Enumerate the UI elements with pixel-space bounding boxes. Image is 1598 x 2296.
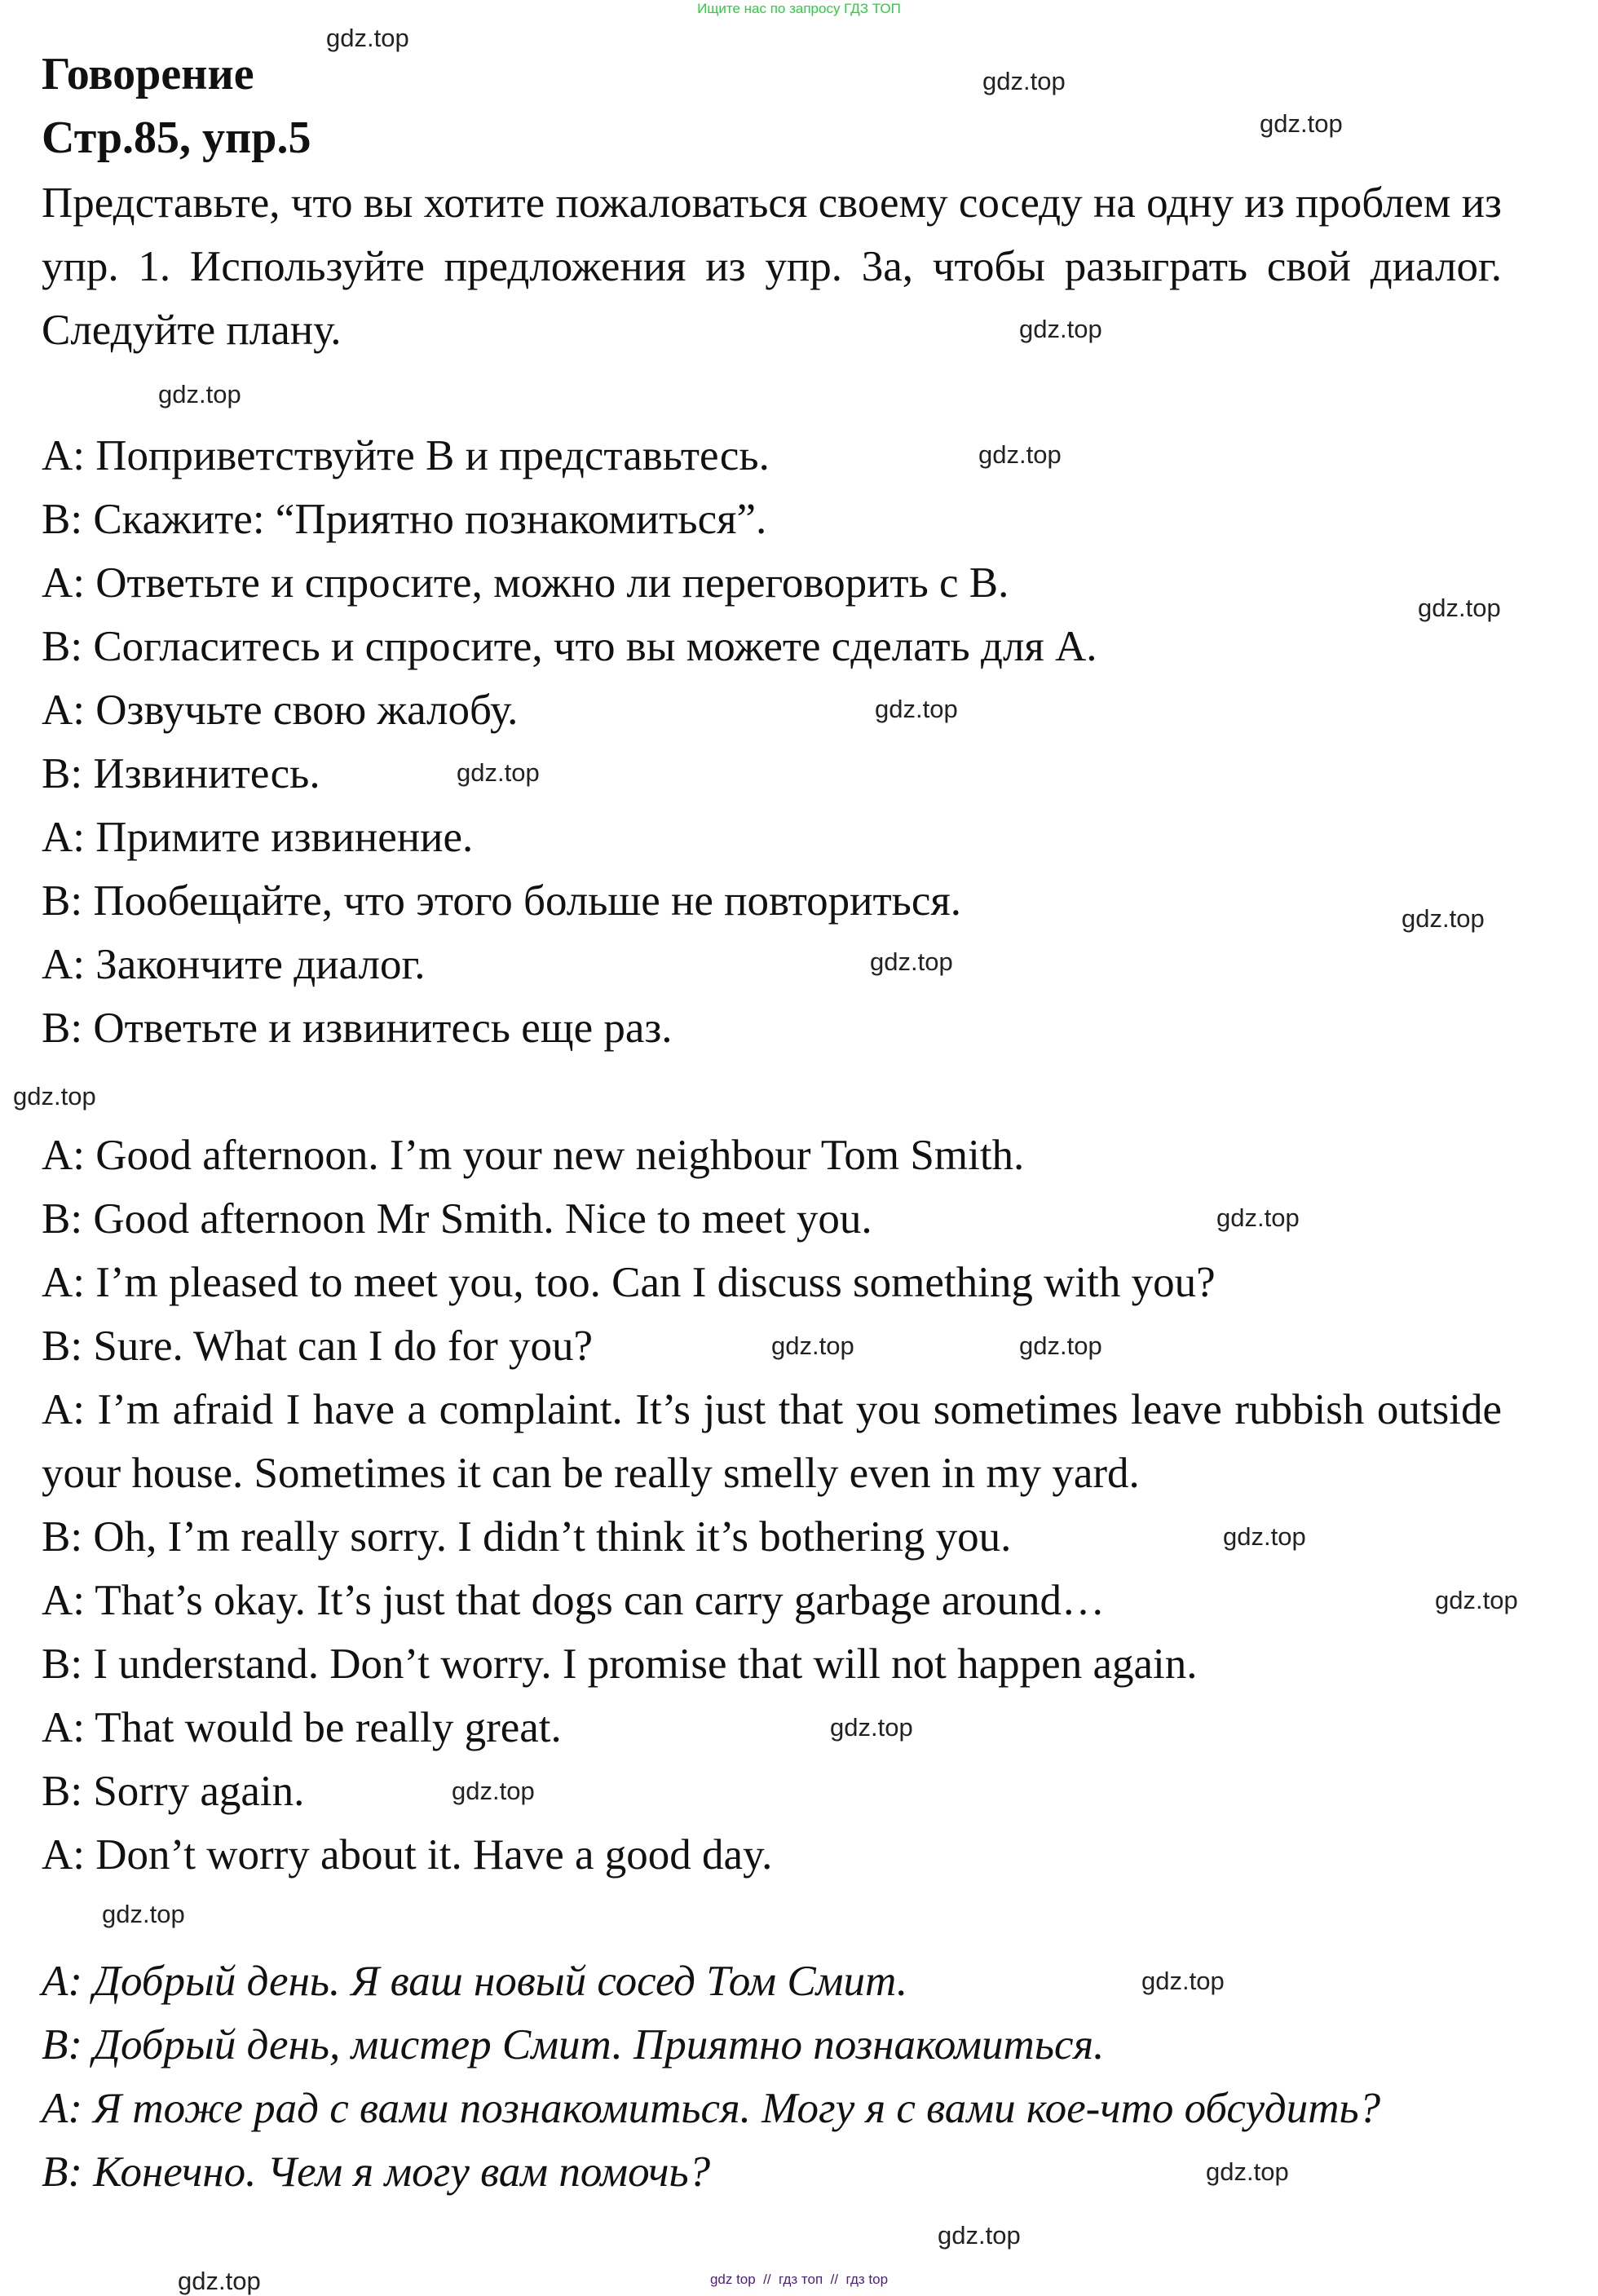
dialogue-line: A: That’s okay. It’s just that dogs can carry garbage around… — [42, 1577, 1106, 1624]
dialogue-line: A: Don’t worry about it. Have a good day. — [42, 1831, 773, 1879]
dialogue-line: A: Я тоже рад с вами познакомиться. Могу я с вами кое-что обсудить? — [42, 2085, 1381, 2132]
plan-item: B: Ответьте и извинитесь еще раз. — [42, 1004, 673, 1052]
watermark: gdz.top — [830, 1713, 913, 1742]
exercise-reference: Стр.85, упр.5 — [42, 113, 311, 163]
watermark: gdz.top — [875, 695, 958, 723]
dialogue-line: B: Good afternoon Mr Smith. Nice to meet you. — [42, 1195, 872, 1243]
watermark: gdz.top — [158, 380, 241, 408]
dialogue-line: B: Добрый день, мистер Смит. Приятно познакомиться. — [42, 2021, 1105, 2069]
plan-item: B: Согласитесь и спросите, что вы можете сделать для A. — [42, 623, 1097, 670]
watermark: gdz.top — [1435, 1586, 1518, 1614]
watermark: gdz.top — [982, 67, 1066, 95]
instructions: Представьте, что вы хотите пожаловаться своему соседу на одну из проблем из упр. 1. Используйте предложения из упр. 3a, чтобы разыграть свой диалог. Следуйте плану. — [42, 179, 1502, 354]
dialogue-english — [42, 1124, 1502, 1887]
plan-item: A: Примите извинение. — [42, 814, 474, 861]
dialogue-line: B: Oh, I’m really sorry. I didn’t think it’s bothering you. — [42, 1513, 1012, 1561]
watermark: gdz.top — [938, 2221, 1021, 2250]
watermark: gdz.top — [870, 947, 953, 976]
plan-item: A: Озвучьте свою жалобу. — [42, 687, 519, 734]
watermark: gdz.top — [1141, 1967, 1225, 1995]
search-banner[interactable]: Ищите нас по запросу ГДЗ ТОП — [697, 1, 901, 16]
plan-list — [42, 424, 1502, 1060]
watermark: gdz.top — [457, 758, 540, 787]
dialogue-line: A: I’m pleased to meet you, too. Can I discuss something with you? — [42, 1259, 1216, 1306]
watermark: gdz.top — [1216, 1203, 1300, 1232]
watermark: gdz.top — [1223, 1522, 1306, 1551]
dialogue-line: A: Good afternoon. I’m your new neighbour Tom Smith. — [42, 1132, 1025, 1179]
watermark: gdz.top — [452, 1777, 535, 1805]
watermark: gdz.top — [771, 1331, 854, 1360]
dialogue-line: B: Конечно. Чем я могу вам помочь? — [42, 2148, 711, 2196]
watermark: gdz.top — [1260, 109, 1343, 138]
plan-item: A: Закончите диалог. — [42, 941, 426, 988]
watermark: gdz.top — [102, 1900, 185, 1928]
watermark: gdz.top — [1206, 2157, 1289, 2186]
watermark: gdz.top — [1402, 904, 1485, 933]
watermark: gdz.top — [13, 1082, 96, 1110]
footer-links[interactable]: gdz top // гдз топ // гдз top — [709, 2272, 889, 2287]
dialogue-line: B: Sorry again. — [42, 1768, 305, 1815]
watermark: gdz.top — [1019, 1331, 1102, 1360]
dialogue-line: A: I’m afraid I have a complaint. It’s just that you sometimes leave rubbish outside your house. Sometimes it can be really smelly even in my yard. — [42, 1386, 1502, 1497]
dialogue-line: B: I understand. Don’t worry. I promise that will not happen again. — [42, 1640, 1198, 1688]
dialogue-line: B: Sure. What can I do for you? — [42, 1322, 594, 1370]
dialogue-line: A: Добрый день. Я ваш новый сосед Том Смит. — [42, 1958, 908, 2005]
plan-item: B: Скажите: “Приятно познакомиться”. — [42, 496, 767, 543]
plan-item: B: Извинитесь. — [42, 750, 320, 797]
section-title: Говорение — [42, 49, 254, 99]
plan-item: B: Пообещайте, что этого больше не повториться. — [42, 877, 962, 925]
watermark: gdz.top — [978, 440, 1062, 469]
watermark: gdz.top — [326, 24, 409, 52]
dialogue-line: A: That would be really great. — [42, 1704, 562, 1751]
watermark: gdz.top — [178, 2267, 261, 2295]
plan-item: A: Поприветствуйте B и представьтесь. — [42, 432, 770, 479]
plan-item: A: Ответьте и спросите, можно ли переговорить с B. — [42, 559, 1009, 607]
watermark: gdz.top — [1418, 594, 1501, 622]
watermark: gdz.top — [1019, 315, 1102, 343]
